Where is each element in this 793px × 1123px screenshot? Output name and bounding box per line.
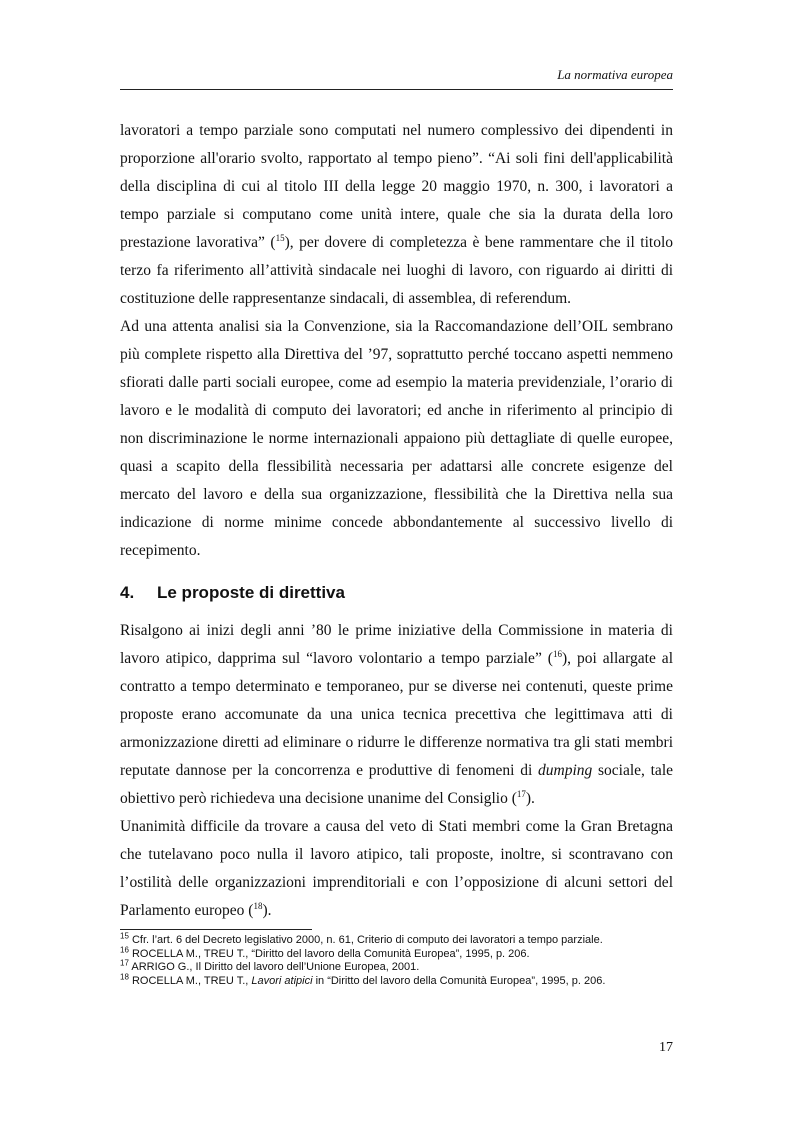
section-title: Le proposte di direttiva xyxy=(157,583,345,602)
footnote-rule xyxy=(120,929,312,930)
footnote-ref-17[interactable]: 17 xyxy=(516,788,526,799)
section-number: 4. xyxy=(120,583,135,602)
footnote-15: $^{15}$ Cfr. l’art. 6 del Decreto legislativo 2000, n. 61, Criterio di computo dei lavoratori a tempo parziale. xyxy=(120,931,603,946)
paragraph-3: Risalgono ai inizi degli anni ’80 le prime iniziative della Commissione in materia di lavoro atipico, dapprima sul “lavoro volontario a tempo parziale” ($^{16}$), poi allargate al contratto a tempo determinato e temporaneo, pur se diverse nei contenuti, queste prime proposte erano accomunate da una unica tecnica precettiva che legittimava atti di armonizzazione diretti ad eliminare o ridurre le differenze normativa tra gli stati membri reputate dannose per la concorrenza e produttive di fenomeni di dumping sociale, tale obiettivo però richiedeva una decisione unanime del Consiglio ($^{17}$). xyxy=(120,622,674,807)
header-rule xyxy=(120,89,673,90)
page-number: 17 xyxy=(659,1040,673,1055)
footnote-ref-16[interactable]: 16 xyxy=(552,648,562,659)
running-header: La normativa europea xyxy=(557,67,673,82)
footnote-ref-15[interactable]: 15 xyxy=(275,232,285,243)
footnote-16: $^{16}$ ROCELLA M., TREU T., “Diritto del lavoro della Comunità Europea”, 1995, p. 206. xyxy=(120,944,530,960)
footnote-18: $^{18}$ ROCELLA M., TREU T., Lavori atipici in “Diritto del lavoro della Comunità Europea”, 1995, p. 206. xyxy=(120,971,606,987)
body-text xyxy=(120,117,673,925)
paragraph-4: Unanimità difficile da trovare a causa del veto di Stati membri come la Gran Bretagna che tutelavano poco nulla il lavoro atipico, tali proposte, inoltre, si scontravano con l’ostilità delle organizzazioni imprenditoriali e con l’opposizione di alcuni settori del Parlamento europeo ($^{18}$). xyxy=(120,818,673,919)
paragraph-1: lavoratori a tempo parziale sono computati nel numero complessivo dei dipendenti in proporzione all'orario svolto, rapportato al tempo pieno”. “Ai soli fini dell'applicabilità della disciplina di cui al titolo III della legge 20 maggio 1970, n. 300, i lavoratori a tempo parziale si computano come unità intere, quale che sia la durata della loro prestazione lavorativa” ($^{15}$), per dovere di completezza è bene rammentare che il titolo terzo fa riferimento all’attività sindacale nei luoghi di lavoro, con riguardo ai diritti di costituzione delle rappresentanze sindacali, di assemblea, di referendum. xyxy=(120,122,673,307)
footnote-17: $^{17}$ ARRIGO G., Il Diritto del lavoro dell’Unione Europea, 2001. xyxy=(120,958,420,973)
italic-term: dumping xyxy=(538,762,593,779)
footnotes xyxy=(120,931,680,988)
footnote-ref-18[interactable]: 18 xyxy=(253,900,263,911)
section-heading xyxy=(120,579,673,607)
paragraph-2: Ad una attenta analisi sia la Convenzione, sia la Raccomandazione dell’OIL sembrano più complete rispetto alla Direttiva del ’97, soprattutto perché toccano aspetti nemmeno sfiorati dalle parti sociali europee, come ad esempio la materia previdenziale, l’orario di lavoro e le modalità di computo dei lavoratori; ed anche in riferimento al principio di non discriminazione le norme internazionali appaiono più dettagliate di quelle europee, quasi a scapito della flessibilità necessaria per adattarsi alle concrete esigenze del mercato del lavoro e della sua organizzazione, flessibilità che la Direttiva nella sua indicazione di norme minime concede abbondantemente al successivo livello di recepimento. xyxy=(120,318,673,559)
